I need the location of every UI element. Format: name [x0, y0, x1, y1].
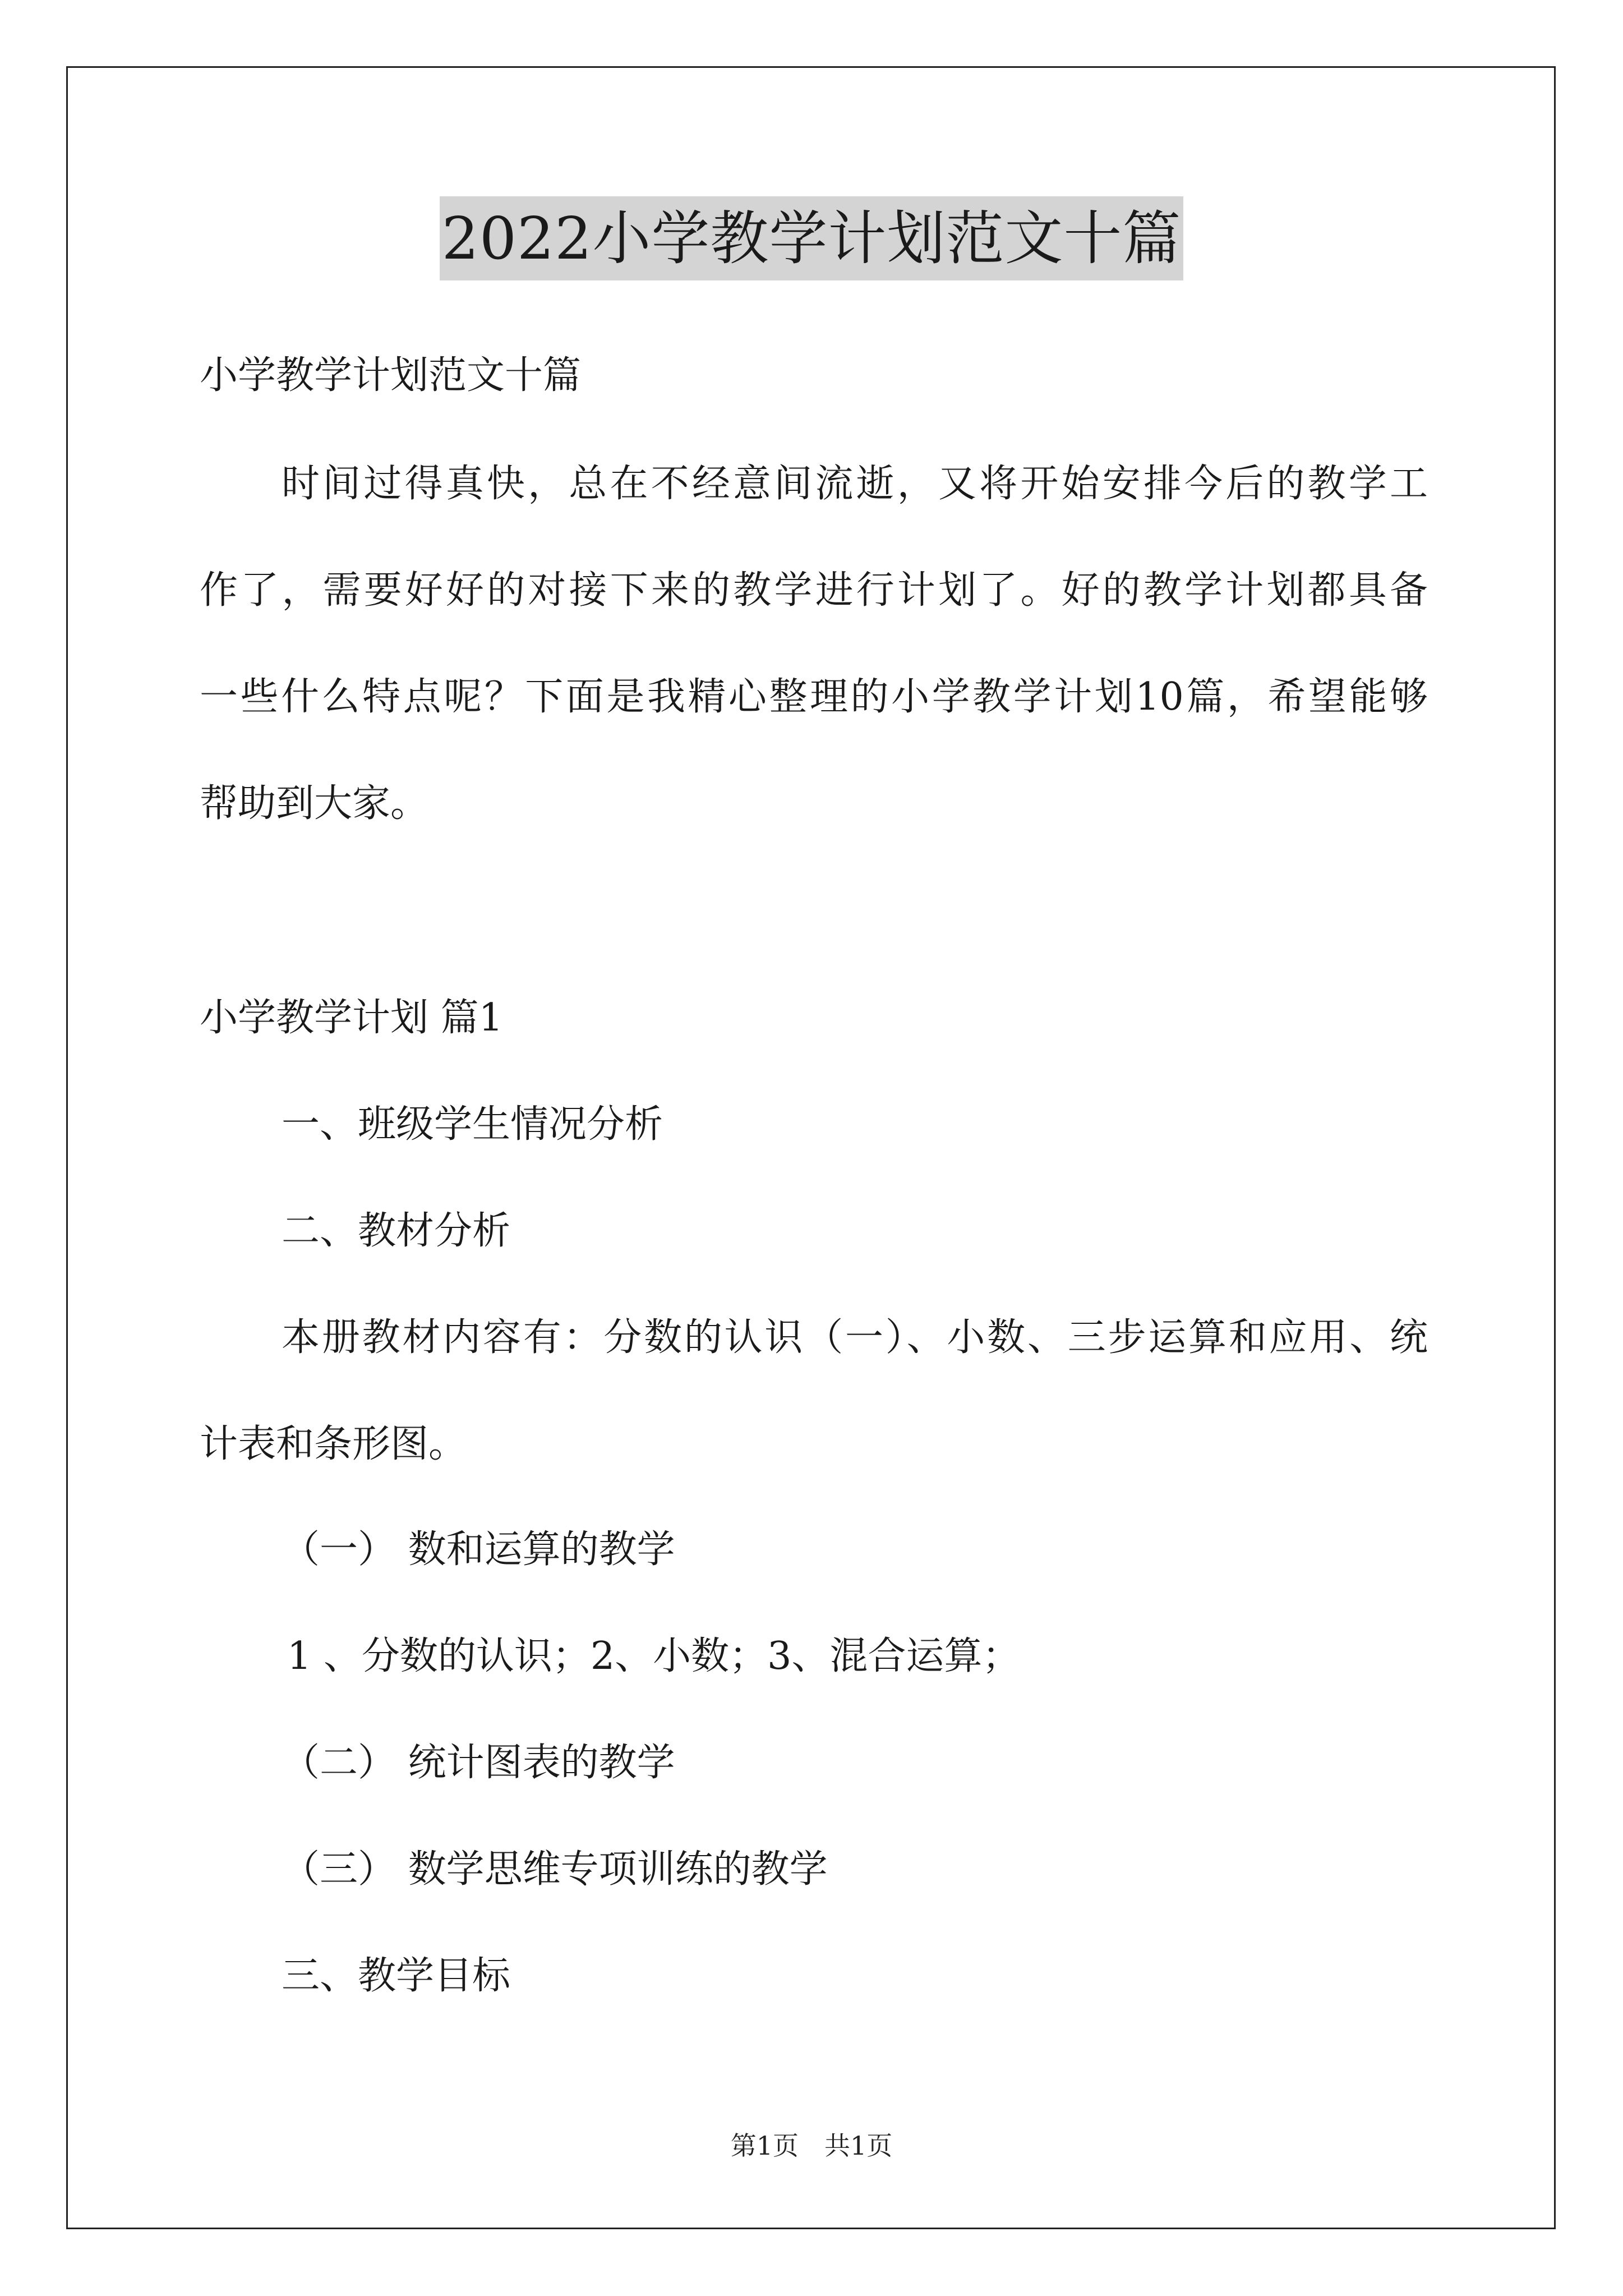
page-total: 共1页 [824, 2131, 893, 2161]
document-title: 2022小学教学计划范文十篇 [440, 196, 1184, 280]
item-textbook-analysis: 二、教材分析 [282, 1209, 511, 1253]
content-line-2: 计表和条形图。 [200, 1422, 467, 1466]
title-block [0, 196, 1623, 280]
intro-line-1: 时间过得真快，总在不经意间流逝，又将开始安排今后的教学工 [282, 462, 1428, 506]
content-line-1: 本册教材内容有：分数的认识（一）、小数、三步运算和应用、统 [282, 1315, 1428, 1360]
page-footer [0, 2129, 1623, 2162]
item-teaching-goals: 三、教学目标 [282, 1954, 511, 1998]
item-class-analysis: 一、班级学生情况分析 [282, 1102, 663, 1147]
intro-line-4: 帮助到大家。 [200, 781, 429, 826]
subitem-number-operations: （一） 数和运算的教学 [282, 1527, 675, 1572]
page-number: 第1页 [730, 2131, 799, 2161]
section-heading: 小学教学计划 篇1 [200, 996, 503, 1040]
intro-line-3: 一些什么特点呢？下面是我精心整理的小学教学计划10篇，希望能够 [200, 675, 1428, 719]
subitem-math-thinking: （三） 数学思维专项训练的教学 [282, 1847, 828, 1892]
document-subtitle: 小学教学计划范文十篇 [200, 353, 582, 398]
intro-line-2: 作了，需要好好的对接下来的教学进行计划了。好的教学计划都具备 [200, 568, 1428, 613]
subitem-statistics: （二） 统计图表的教学 [282, 1741, 675, 1785]
subitem-topics-list: 1 、分数的认识；2、小数；3、混合运算； [287, 1634, 1021, 1678]
